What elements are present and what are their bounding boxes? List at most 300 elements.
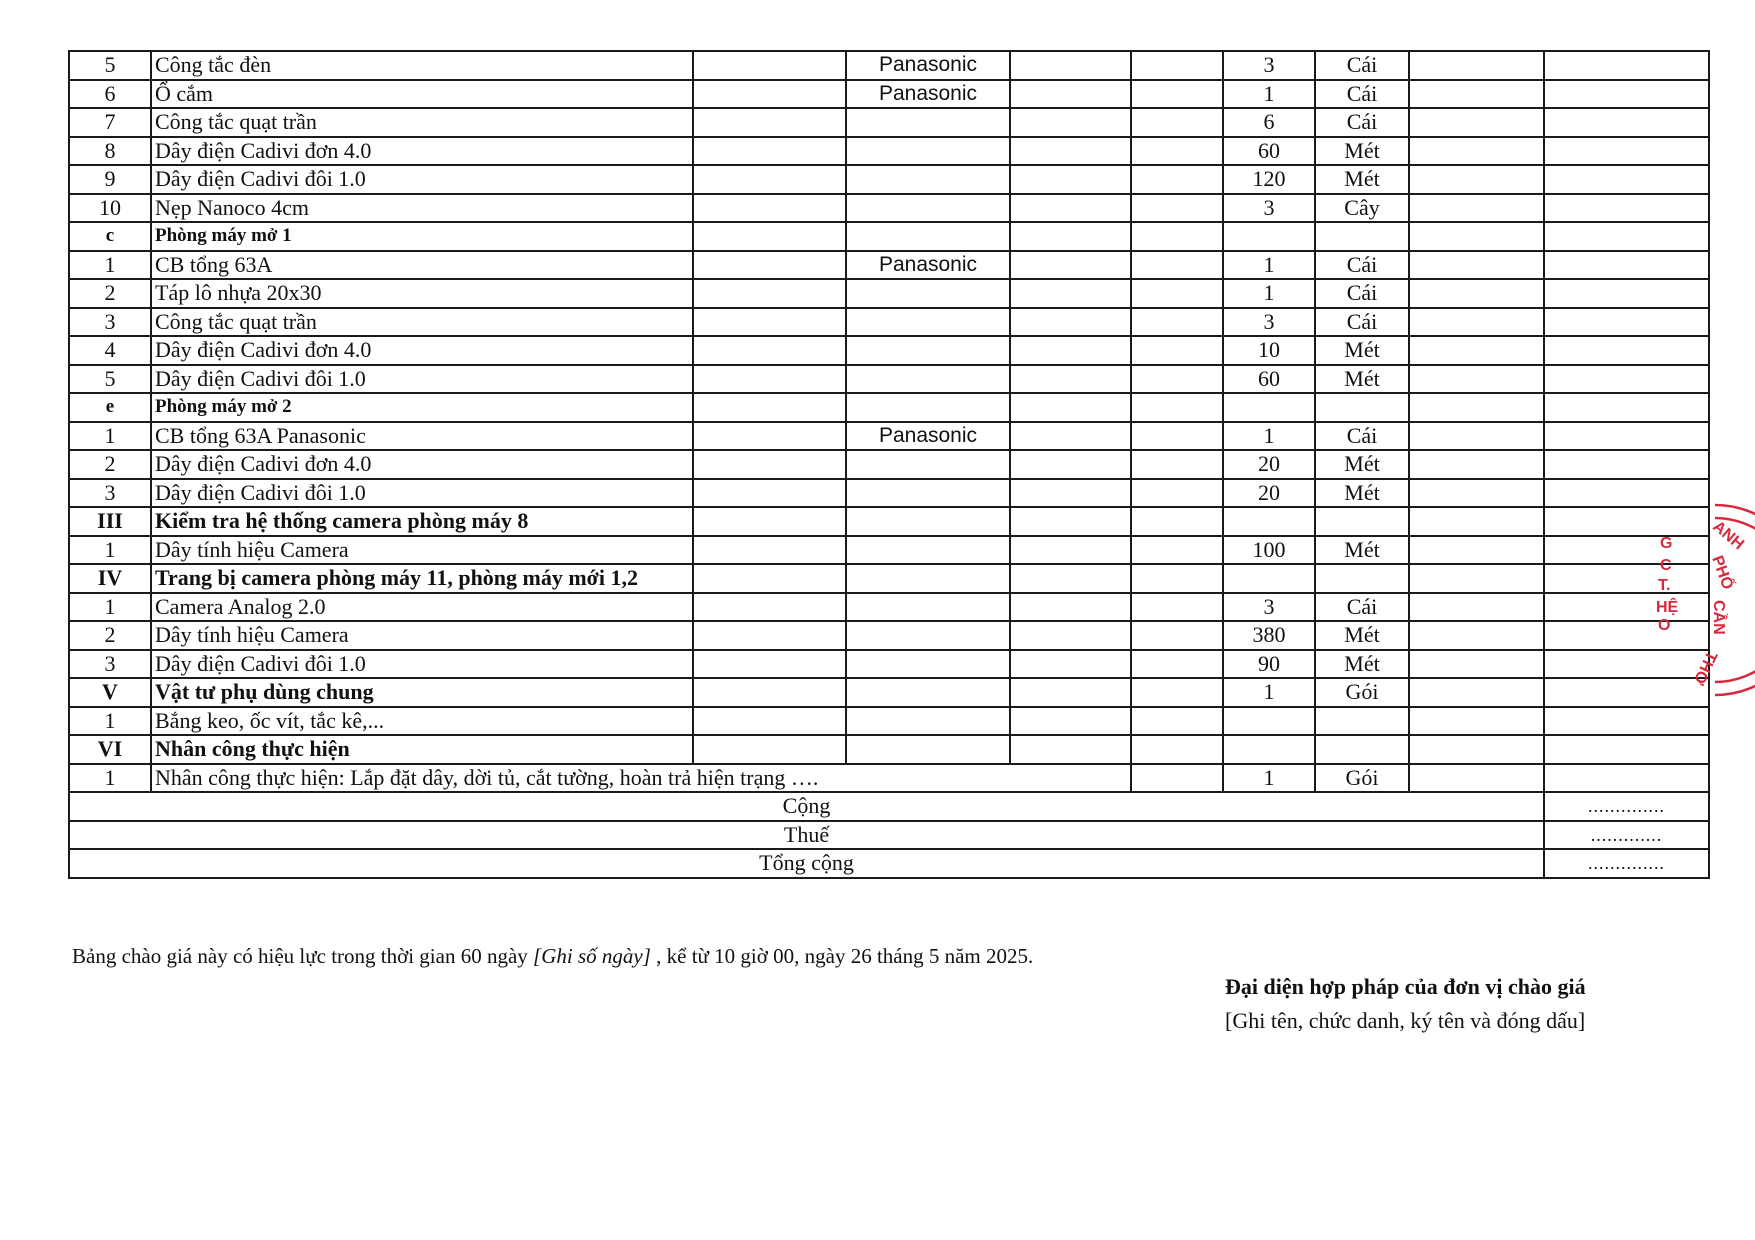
row-number: 6 (69, 80, 151, 109)
table-row (69, 564, 1709, 593)
row-unit-price (1409, 222, 1544, 251)
row-description: Dây điện Cadivi đơn 4.0 (151, 450, 693, 479)
row-origin (1010, 194, 1131, 223)
row-extra (1131, 365, 1223, 394)
row-quantity: 90 (1223, 650, 1315, 679)
row-number: 1 (69, 593, 151, 622)
table-row (69, 422, 1709, 451)
table-row (69, 251, 1709, 280)
row-origin (1010, 393, 1131, 422)
row-origin (1010, 51, 1131, 80)
row-quantity (1223, 507, 1315, 536)
validity-note-placeholder: [Ghi số ngày] (533, 944, 651, 968)
row-unit-price (1409, 564, 1544, 593)
row-description: Nẹp Nanoco 4cm (151, 194, 693, 223)
row-quantity: 1 (1223, 279, 1315, 308)
total-row (69, 821, 1709, 850)
row-origin (1010, 564, 1131, 593)
total-label: Thuế (69, 821, 1544, 850)
row-unit-price (1409, 365, 1544, 394)
row-amount (1544, 393, 1709, 422)
row-quantity: 20 (1223, 450, 1315, 479)
row-unit-price (1409, 764, 1544, 793)
row-extra (1131, 80, 1223, 109)
stamp-text-fragment: THƠ (1689, 648, 1720, 688)
row-description: Dây điện Cadivi đôi 1.0 (151, 650, 693, 679)
row-unit: Cái (1315, 251, 1409, 280)
row-extra (1131, 137, 1223, 166)
row-amount (1544, 222, 1709, 251)
row-origin (1010, 251, 1131, 280)
row-number: 4 (69, 336, 151, 365)
row-description: Công tắc quạt trần (151, 308, 693, 337)
row-unit: Cái (1315, 108, 1409, 137)
row-quantity: 6 (1223, 108, 1315, 137)
row-spec (693, 108, 846, 137)
row-quantity: 60 (1223, 365, 1315, 394)
row-extra (1131, 222, 1223, 251)
row-unit-price (1409, 194, 1544, 223)
row-origin (1010, 735, 1131, 764)
row-extra (1131, 108, 1223, 137)
row-description: Dây điện Cadivi đơn 4.0 (151, 137, 693, 166)
total-row (69, 849, 1709, 878)
row-brand (846, 564, 1010, 593)
row-number: 1 (69, 764, 151, 793)
row-unit: Cái (1315, 51, 1409, 80)
row-extra (1131, 536, 1223, 565)
row-quantity (1223, 222, 1315, 251)
table-row (69, 450, 1709, 479)
row-spec (693, 735, 846, 764)
row-unit (1315, 735, 1409, 764)
row-extra (1131, 165, 1223, 194)
row-brand (846, 108, 1010, 137)
row-brand (846, 393, 1010, 422)
row-unit-price (1409, 165, 1544, 194)
row-number: 2 (69, 279, 151, 308)
row-brand: Panasonic (846, 251, 1010, 280)
row-number: 1 (69, 422, 151, 451)
row-unit-price (1409, 108, 1544, 137)
row-unit (1315, 507, 1409, 536)
row-description: CB tổng 63A Panasonic (151, 422, 693, 451)
row-number: V (69, 678, 151, 707)
table-row (69, 507, 1709, 536)
row-unit-price (1409, 336, 1544, 365)
table-row (69, 80, 1709, 109)
row-unit-price (1409, 251, 1544, 280)
row-description: Phòng máy mở 1 (151, 222, 693, 251)
row-unit-price (1409, 308, 1544, 337)
row-origin (1010, 507, 1131, 536)
row-extra (1131, 336, 1223, 365)
row-number: 3 (69, 479, 151, 508)
row-description: Kiểm tra hệ thống camera phòng máy 8 (151, 507, 693, 536)
row-number: VI (69, 735, 151, 764)
row-spec (693, 137, 846, 166)
table-row (69, 222, 1709, 251)
table-row (69, 707, 1709, 736)
row-extra (1131, 194, 1223, 223)
row-origin (1010, 308, 1131, 337)
row-brand (846, 194, 1010, 223)
row-unit (1315, 393, 1409, 422)
row-quantity: 10 (1223, 336, 1315, 365)
row-unit-price (1409, 137, 1544, 166)
row-extra (1131, 707, 1223, 736)
row-quantity: 1 (1223, 422, 1315, 451)
stamp-text-fragment: C (1660, 557, 1672, 574)
row-brand: Panasonic (846, 80, 1010, 109)
row-amount (1544, 251, 1709, 280)
row-brand (846, 137, 1010, 166)
row-origin (1010, 593, 1131, 622)
table-row (69, 194, 1709, 223)
row-unit: Cái (1315, 80, 1409, 109)
table-row (69, 137, 1709, 166)
row-description: Bắng keo, ốc vít, tắc kê,... (151, 707, 693, 736)
row-quantity (1223, 707, 1315, 736)
row-number: 3 (69, 650, 151, 679)
row-origin (1010, 422, 1131, 451)
row-spec (693, 593, 846, 622)
row-unit: Gói (1315, 678, 1409, 707)
row-amount (1544, 108, 1709, 137)
row-unit-price (1409, 536, 1544, 565)
row-number: 1 (69, 251, 151, 280)
row-unit: Cái (1315, 279, 1409, 308)
row-extra (1131, 764, 1223, 793)
row-description: Công tắc quạt trần (151, 108, 693, 137)
row-amount (1544, 450, 1709, 479)
table-row (69, 479, 1709, 508)
row-unit: Cái (1315, 422, 1409, 451)
row-description: Công tắc đèn (151, 51, 693, 80)
row-amount (1544, 735, 1709, 764)
legal-representative-block (1225, 974, 1586, 1034)
row-brand (846, 678, 1010, 707)
table-row (69, 365, 1709, 394)
row-unit (1315, 222, 1409, 251)
row-amount (1544, 137, 1709, 166)
row-origin (1010, 536, 1131, 565)
row-number: 8 (69, 137, 151, 166)
row-unit: Mét (1315, 336, 1409, 365)
row-spec (693, 194, 846, 223)
row-amount (1544, 279, 1709, 308)
row-quantity: 100 (1223, 536, 1315, 565)
row-brand (846, 536, 1010, 565)
stamp-text-fragment: O (1658, 617, 1671, 634)
row-unit-price (1409, 422, 1544, 451)
row-unit-price (1409, 621, 1544, 650)
row-extra (1131, 593, 1223, 622)
row-spec (693, 308, 846, 337)
row-spec (693, 51, 846, 80)
row-unit-price (1409, 650, 1544, 679)
row-number: 10 (69, 194, 151, 223)
row-spec (693, 507, 846, 536)
row-extra (1131, 422, 1223, 451)
stamp-text-fragment: G (1660, 535, 1673, 552)
row-extra (1131, 507, 1223, 536)
row-number: 9 (69, 165, 151, 194)
row-extra (1131, 735, 1223, 764)
table-row (69, 51, 1709, 80)
row-unit: Mét (1315, 137, 1409, 166)
row-number: IV (69, 564, 151, 593)
row-description: Dây điện Cadivi đôi 1.0 (151, 165, 693, 194)
total-value: ............. (1544, 821, 1709, 850)
table-row (69, 393, 1709, 422)
row-spec (693, 251, 846, 280)
row-brand (846, 165, 1010, 194)
row-brand (846, 735, 1010, 764)
row-unit-price (1409, 51, 1544, 80)
row-unit: Gói (1315, 764, 1409, 793)
row-amount (1544, 51, 1709, 80)
row-brand (846, 707, 1010, 736)
row-unit-price (1409, 450, 1544, 479)
row-spec (693, 621, 846, 650)
row-quantity: 380 (1223, 621, 1315, 650)
row-origin (1010, 365, 1131, 394)
row-unit-price (1409, 507, 1544, 536)
row-unit: Mét (1315, 536, 1409, 565)
row-extra (1131, 393, 1223, 422)
table-row (69, 593, 1709, 622)
stamp-text-fragment: CẦN (1710, 600, 1727, 635)
row-spec (693, 479, 846, 508)
row-description: Dây điện Cadivi đôi 1.0 (151, 479, 693, 508)
row-number: 1 (69, 536, 151, 565)
row-number: 1 (69, 707, 151, 736)
table-row (69, 621, 1709, 650)
row-description: Dây tính hiệu Camera (151, 621, 693, 650)
table-row (69, 536, 1709, 565)
row-extra (1131, 450, 1223, 479)
row-origin (1010, 621, 1131, 650)
row-unit: Mét (1315, 365, 1409, 394)
row-amount (1544, 194, 1709, 223)
row-origin (1010, 80, 1131, 109)
row-description: Dây điện Cadivi đơn 4.0 (151, 336, 693, 365)
row-spec (693, 564, 846, 593)
row-number: 5 (69, 51, 151, 80)
row-origin (1010, 336, 1131, 365)
row-brand: Panasonic (846, 51, 1010, 80)
row-unit: Mét (1315, 165, 1409, 194)
total-label: Tổng cộng (69, 849, 1544, 878)
row-origin (1010, 279, 1131, 308)
row-unit-price (1409, 735, 1544, 764)
row-spec (693, 336, 846, 365)
row-amount (1544, 308, 1709, 337)
representative-title: Đại diện hợp pháp của đơn vị chào giá (1225, 974, 1586, 999)
row-unit: Mét (1315, 450, 1409, 479)
row-quantity: 3 (1223, 593, 1315, 622)
table-row (69, 678, 1709, 707)
row-description: Ổ cắm (151, 80, 693, 109)
total-value: .............. (1544, 849, 1709, 878)
row-brand (846, 308, 1010, 337)
table-row (69, 108, 1709, 137)
row-origin (1010, 137, 1131, 166)
row-quantity (1223, 735, 1315, 764)
row-number: 5 (69, 365, 151, 394)
row-spec (693, 536, 846, 565)
row-description: Dây tính hiệu Camera (151, 536, 693, 565)
row-unit-price (1409, 678, 1544, 707)
row-description: Táp lô nhựa 20x30 (151, 279, 693, 308)
row-amount (1544, 336, 1709, 365)
row-unit: Mét (1315, 479, 1409, 508)
stamp-text-fragment: PHỐ (1708, 553, 1737, 592)
row-quantity: 1 (1223, 764, 1315, 793)
row-unit: Mét (1315, 650, 1409, 679)
row-quantity: 1 (1223, 80, 1315, 109)
row-extra (1131, 650, 1223, 679)
row-spec (693, 650, 846, 679)
row-spec (693, 365, 846, 394)
table-row (69, 735, 1709, 764)
row-origin (1010, 108, 1131, 137)
total-value: .............. (1544, 792, 1709, 821)
row-amount (1544, 80, 1709, 109)
row-quantity: 3 (1223, 308, 1315, 337)
row-unit: Mét (1315, 621, 1409, 650)
stamp-text-fragment: HỆ (1656, 599, 1679, 616)
row-origin (1010, 678, 1131, 707)
row-amount (1544, 422, 1709, 451)
row-description: Vật tư phụ dùng chung (151, 678, 693, 707)
row-description: Nhân công thực hiện: Lắp đặt dây, dời tủ, cắt tường, hoàn trả hiện trạng …. (151, 764, 1131, 793)
row-unit-price (1409, 479, 1544, 508)
row-description: Trang bị camera phòng máy 11, phòng máy mới 1,2 (151, 564, 693, 593)
row-brand (846, 507, 1010, 536)
validity-note-date: , kể từ 10 giờ 00, ngày 26 tháng 5 năm 2025. (650, 944, 1034, 968)
row-unit (1315, 564, 1409, 593)
row-spec (693, 422, 846, 451)
row-extra (1131, 251, 1223, 280)
stamp-text-fragment: T. (1658, 577, 1671, 594)
validity-note-text: Bảng chào giá này có hiệu lực trong thời gian 60 ngày (72, 944, 534, 968)
row-unit-price (1409, 80, 1544, 109)
row-spec (693, 279, 846, 308)
row-extra (1131, 621, 1223, 650)
row-origin (1010, 479, 1131, 508)
row-amount (1544, 707, 1709, 736)
row-quantity: 1 (1223, 251, 1315, 280)
row-quantity: 120 (1223, 165, 1315, 194)
row-brand (846, 222, 1010, 251)
row-unit: Cây (1315, 194, 1409, 223)
row-brand: Panasonic (846, 422, 1010, 451)
validity-note (72, 944, 1033, 969)
row-unit: Cái (1315, 308, 1409, 337)
stamp-text-fragment: ANH (1709, 518, 1747, 554)
row-amount (1544, 165, 1709, 194)
row-number: 2 (69, 621, 151, 650)
row-brand (846, 365, 1010, 394)
row-extra (1131, 279, 1223, 308)
row-unit-price (1409, 707, 1544, 736)
row-brand (846, 593, 1010, 622)
row-quantity: 3 (1223, 194, 1315, 223)
row-spec (693, 165, 846, 194)
row-origin (1010, 165, 1131, 194)
row-extra (1131, 564, 1223, 593)
total-label: Cộng (69, 792, 1544, 821)
row-unit-price (1409, 279, 1544, 308)
row-unit (1315, 707, 1409, 736)
row-quantity: 3 (1223, 51, 1315, 80)
row-spec (693, 222, 846, 251)
row-brand (846, 479, 1010, 508)
row-number: 7 (69, 108, 151, 137)
row-origin (1010, 450, 1131, 479)
row-spec (693, 707, 846, 736)
row-origin (1010, 222, 1131, 251)
row-description: CB tổng 63A (151, 251, 693, 280)
row-quantity: 60 (1223, 137, 1315, 166)
row-brand (846, 279, 1010, 308)
row-quantity (1223, 393, 1315, 422)
table-row (69, 650, 1709, 679)
table-row (69, 336, 1709, 365)
total-row (69, 792, 1709, 821)
row-brand (846, 621, 1010, 650)
row-unit-price (1409, 593, 1544, 622)
row-brand (846, 450, 1010, 479)
table-row (69, 308, 1709, 337)
row-description: Nhân công thực hiện (151, 735, 693, 764)
row-unit-price (1409, 393, 1544, 422)
table-row (69, 165, 1709, 194)
row-unit: Cái (1315, 593, 1409, 622)
row-number: 2 (69, 450, 151, 479)
row-extra (1131, 308, 1223, 337)
row-spec (693, 393, 846, 422)
row-extra (1131, 51, 1223, 80)
red-seal-stamp (1600, 500, 1747, 700)
row-description: Camera Analog 2.0 (151, 593, 693, 622)
row-quantity (1223, 564, 1315, 593)
row-extra (1131, 479, 1223, 508)
table-row (69, 279, 1709, 308)
row-brand (846, 336, 1010, 365)
representative-instruction: [Ghi tên, chức danh, ký tên và đóng dấu] (1225, 1008, 1586, 1033)
row-number: III (69, 507, 151, 536)
row-amount (1544, 764, 1709, 793)
table-row (69, 764, 1709, 793)
row-amount (1544, 365, 1709, 394)
row-spec (693, 450, 846, 479)
row-number: c (69, 222, 151, 251)
row-number: 3 (69, 308, 151, 337)
row-description: Phòng máy mở 2 (151, 393, 693, 422)
row-origin (1010, 650, 1131, 679)
row-extra (1131, 678, 1223, 707)
row-number: e (69, 393, 151, 422)
row-description: Dây điện Cadivi đôi 1.0 (151, 365, 693, 394)
price-quote-table (68, 50, 1710, 879)
row-spec (693, 80, 846, 109)
row-brand (846, 650, 1010, 679)
row-origin (1010, 707, 1131, 736)
row-quantity: 1 (1223, 678, 1315, 707)
